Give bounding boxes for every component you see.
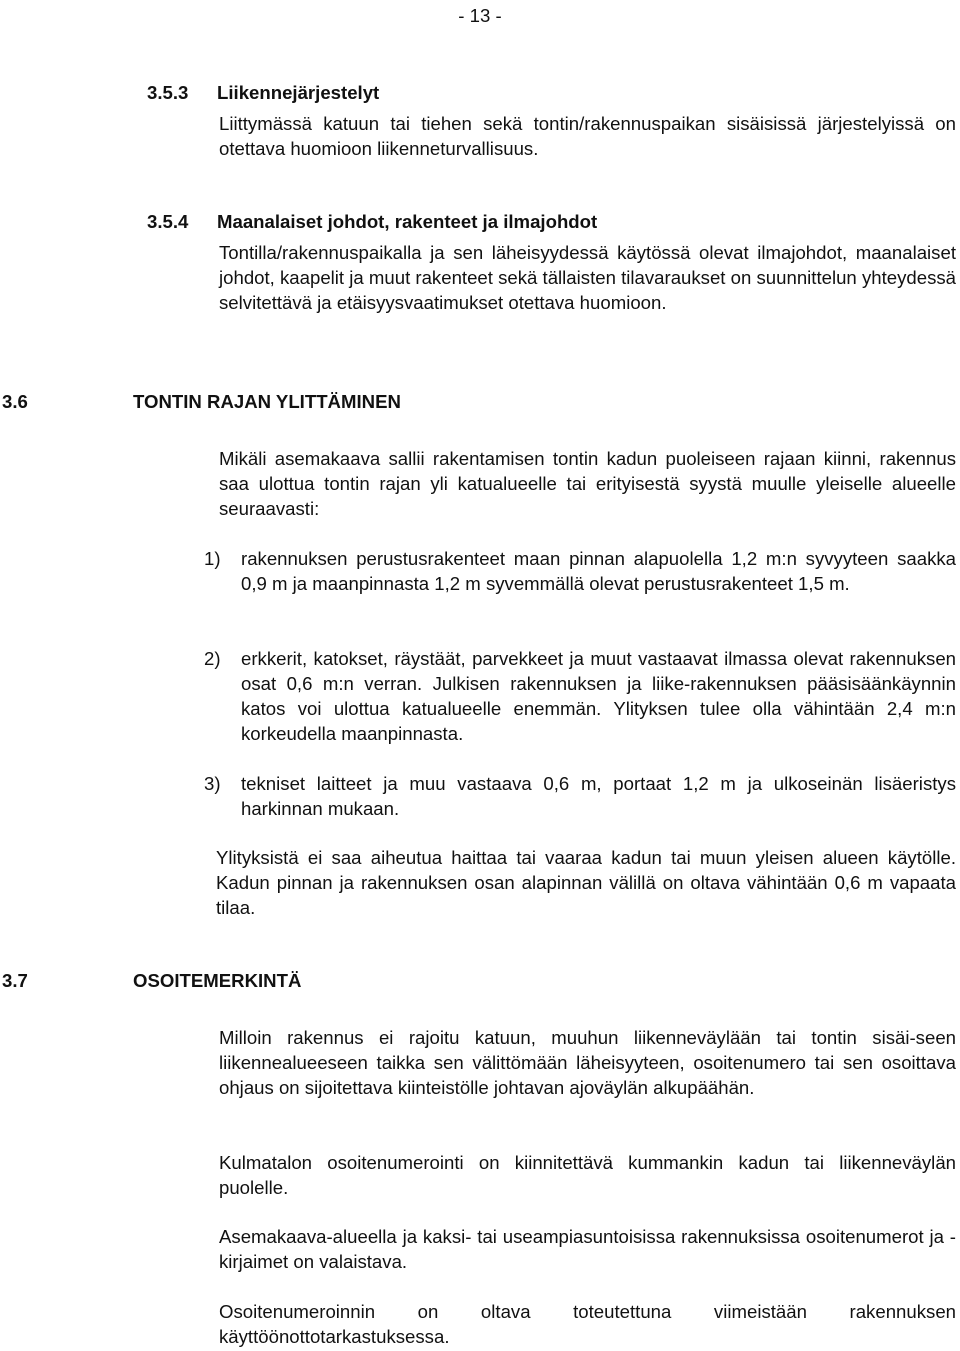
section-3-6-heading	[2, 389, 401, 414]
section-3-5-4-body: Tontilla/rakennuspaikalla ja sen läheisyydessä käytössä olevat ilmajohdot, maanalaiset johdot, kaapelit ja muut rakenteet sekä tällaisten tilavaraukset on suunnittelun yhteydessä selvitettävä ja etäisyysvaatimukset otettava huomioon.	[219, 242, 956, 313]
list-item-text: rakennuksen perustusrakenteet maan pinnan alapuolella 1,2 m:n syvyyteen saakka 0,9 m ja maanpinnasta 1,2 m syvemmällä olevat perustusrakenteet 1,5 m.	[241, 548, 956, 594]
section-title: OSOITEMERKINTÄ	[133, 970, 302, 991]
section-3-7-paragraph: Milloin rakennus ei rajoitu katuun, muuhun liikenneväylään tai tontin sisäi-seen liikennealueeseen taikka sen välittömään läheisyyteen, osoitenumero tai sen osoittava ohjaus on sijoitettava kiinteistölle johtavan ajoväylän alkupäähän.	[219, 1027, 956, 1098]
section-number: 3.5.3	[147, 82, 189, 103]
section-number: 3.7	[2, 970, 28, 991]
list-item-text: tekniset laitteet ja muu vastaava 0,6 m, portaat 1,2 m ja ulkoseinän lisäeristys harkinnan mukaan.	[241, 773, 956, 819]
section-3-7-paragraph: Asemakaava-alueella ja kaksi- tai useampiasuntoisissa rakennuksissa osoitenumerot ja -kirjaimet on valaistava.	[219, 1226, 956, 1272]
section-number: 3.6	[2, 391, 28, 412]
section-3-7-paragraph: Kulmatalon osoitenumerointi on kiinnitettävä kummankin kadun tai liikenneväylän puolelle.	[219, 1152, 956, 1198]
list-marker: 3)	[204, 773, 221, 794]
list-item	[204, 771, 956, 821]
list-item-text: erkkerit, katokset, räystäät, parvekkeet ja muut vastaavat ilmassa olevat rakennuksen osat 0,6 m:n verran. Julkisen rakennuksen ja liike-rakennuksen pääsisäänkäynnin katos voi ulottua katualueelle enemmän. Ylityksen tulee olla vähintään 2,4 m:n korkeudella maanpinnasta.	[241, 648, 956, 744]
section-title: Maanalaiset johdot, rakenteet ja ilmajohdot	[217, 211, 598, 232]
section-3-6-closing: Ylityksistä ei saa aiheutua haittaa tai vaaraa kadun tai muun yleisen alueen käytölle. Kadun pinnan ja rakennuksen osan alapinnan välillä on oltava vähintään 0,6 m vapaata tilaa.	[216, 847, 956, 918]
list-item	[204, 546, 956, 596]
section-title: TONTIN RAJAN YLITTÄMINEN	[133, 391, 401, 412]
section-title: Liikennejärjestelyt	[217, 82, 380, 103]
section-3-5-3-heading	[147, 80, 379, 105]
section-3-5-4-heading	[147, 209, 597, 234]
list-item	[204, 646, 956, 746]
section-3-5-3-body: Liittymässä katuun tai tiehen sekä tontin/rakennuspaikan sisäisissä järjestelyissä on otettava huomioon liikenneturvallisuus.	[219, 113, 956, 159]
list-marker: 1)	[204, 548, 221, 569]
list-marker: 2)	[204, 648, 221, 669]
section-3-7-heading	[2, 968, 301, 993]
section-number: 3.5.4	[147, 211, 189, 232]
page-number: - 13 -	[458, 5, 502, 26]
section-3-6-intro: Mikäli asemakaava sallii rakentamisen tontin kadun puoleiseen rajaan kiinni, rakennus saa ulottua tontin rajan yli katualueelle tai erityisestä syystä muulle yleiselle alueelle seuraavasti:	[219, 448, 956, 519]
section-3-7-paragraph: Osoitenumeroinnin on oltava toteutettuna viimeistään rakennuksen käyttöönottotarkastuksessa.	[219, 1301, 956, 1347]
